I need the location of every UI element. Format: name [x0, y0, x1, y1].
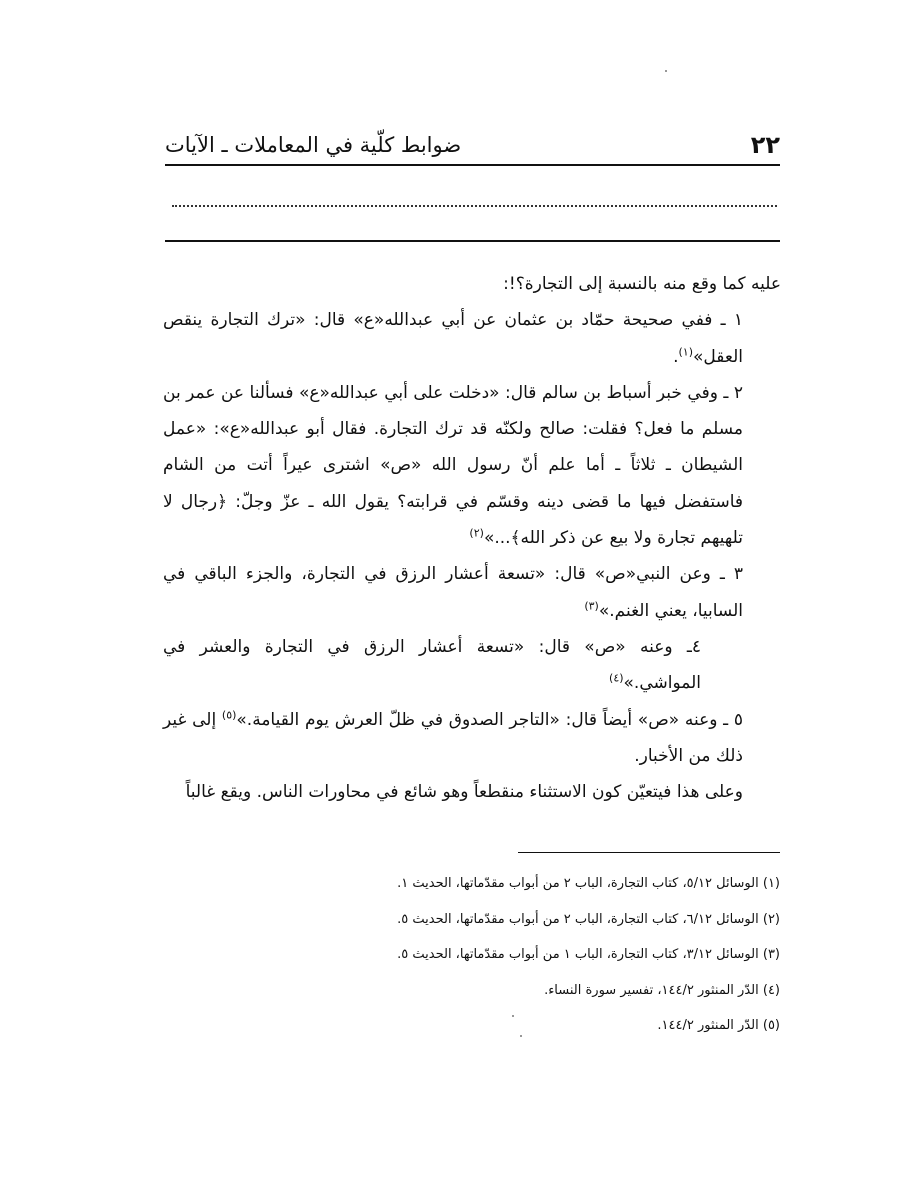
paragraph-text: وعلى هذا فيتعيّن كون الاستثناء منقطعاً وهو شائع في محاورات الناس. ويقع غالباً [185, 782, 743, 803]
footnote-4: (٤) الدّر المنثور ١٤٤/٢، تفسير سورة النساء. [544, 982, 780, 998]
page-header [165, 128, 780, 162]
scan-speck [665, 70, 667, 72]
paragraph-text: ١ ـ ففي صحيحة حمّاد بن عثمان عن أبي عبدالله«ع» قال: «ترك التجارة ينقص العقل» [163, 310, 743, 367]
footnote-ref[interactable]: (١) [678, 344, 694, 358]
footnote-2: (٢) الوسائل ٦/١٢، كتاب التجارة، الباب ٢ من أبواب مقدّماتها، الحديث ٥. [397, 911, 780, 927]
running-title: ضوابط كلّية في المعاملات ـ الآيات [165, 133, 462, 157]
footnote-rule [518, 852, 780, 853]
scan-speck [512, 1015, 514, 1017]
scan-speck [520, 1035, 522, 1037]
paragraph-text: عليه كما وقع منه بالنسبة إلى التجارة؟!: [503, 274, 781, 294]
footnote-ref[interactable]: (٤) [609, 671, 624, 685]
header-rule [165, 164, 780, 166]
footnote-1: (١) الوسائل ٥/١٢، كتاب التجارة، الباب ٢ من أبواب مقدّماتها، الحديث ١. [397, 876, 780, 891]
paragraph-text: ٤ـ وعنه «ص» قال: «تسعة أعشار الرزق في التجارة والعشر في المواشي.» [163, 636, 701, 694]
dotted-separator [172, 205, 777, 207]
footnotes [300, 866, 780, 1044]
paragraph-hadith-1 [163, 302, 781, 375]
paragraph-intro [163, 266, 781, 302]
paragraph-hadith-4 [163, 629, 781, 702]
paragraph-hadith-2 [163, 375, 781, 556]
paragraph-conclusion [163, 774, 781, 810]
footnote-5: (٥) الدّر المنثور ١٤٤/٢. [657, 1018, 780, 1033]
section-rule [165, 240, 780, 242]
paragraph-tail: إلى غير ذلك من الأخبار. [163, 709, 743, 766]
paragraph-hadith-5 [163, 702, 781, 775]
body-text [163, 266, 781, 810]
paragraph-text: ٣ ـ وعن النبي«ص» قال: «تسعة أعشار الرزق في التجارة، والجزء الباقي في السابيا، يعني الغنم.» [163, 564, 743, 621]
paragraph-text: ٢ ـ وفي خبر أسباط بن سالم قال: «دخلت على أبي عبدالله«ع» فسألنا عن عمر بن مسلم ما فعل؟ فقلت: صالح ولكنّه قد ترك التجارة. فقال أبو عبدالله«ع»: «عمل الشيطان ـ ثلاثاً ـ أما علم أنّ رسول الله «ص» اشترى عيراً أتت من الشام فاستفضل فيها ما قضى دينه وقسّم في قرابته؟ يقول الله ـ عزّ وجلّ: ﴿رجال لا تلهيهم تجارة ولا بيع عن ذكر الله﴾...» [163, 382, 743, 549]
page-number: ٢٢ [750, 131, 780, 159]
footnote-ref[interactable]: (٥) [221, 707, 237, 721]
paragraph-tail: . [673, 346, 679, 367]
paragraph-text: ٥ ـ وعنه «ص» أيضاً قال: «التاجر الصدوق في ظلّ العرش يوم القيامة.» [236, 709, 743, 730]
footnote-ref[interactable]: (٢) [469, 526, 484, 540]
paragraph-hadith-3 [163, 556, 781, 629]
footnote-3: (٣) الوسائل ٣/١٢، كتاب التجارة، الباب ١ من أبواب مقدّماتها، الحديث ٥. [397, 947, 780, 962]
footnote-ref[interactable]: (٣) [584, 599, 599, 613]
